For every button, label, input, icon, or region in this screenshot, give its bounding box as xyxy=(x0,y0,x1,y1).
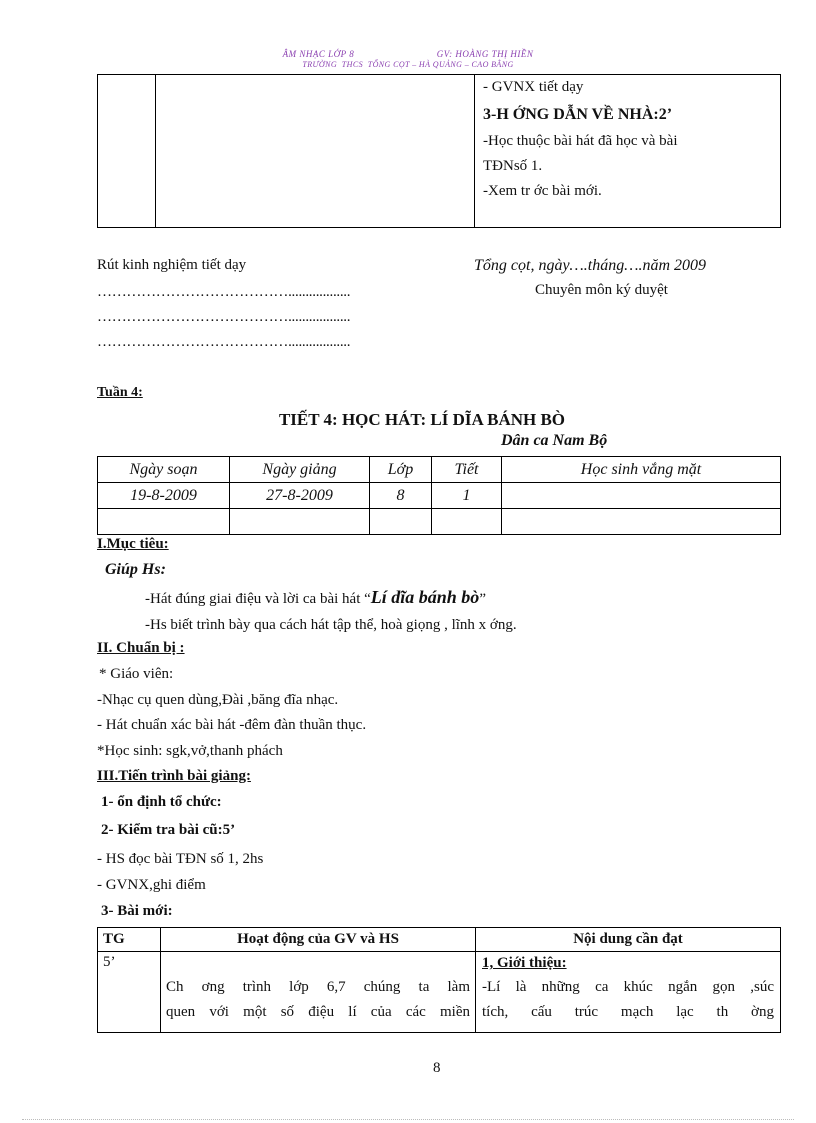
approval-label: Chuyên môn ký duyệt xyxy=(535,282,668,298)
dotted-line: ………………………………….................. xyxy=(97,309,351,325)
dotted-line: ………………………………….................. xyxy=(97,334,351,350)
header-cell: Học sinh vắng mặt xyxy=(502,457,781,483)
date-line: Tổng cọt, ngày….tháng….năm 2009 xyxy=(474,257,706,274)
preparation-heading: II. Chuẩn bị : xyxy=(97,640,185,656)
content-cell xyxy=(475,75,781,228)
running-header-school: TRƯỜNG THCS TỔNG CỌT – HÀ QUẢNG – CAO BẰNG xyxy=(302,60,514,69)
time-cell xyxy=(98,75,156,228)
experience-label: Rút kinh nghiệm tiết dạy xyxy=(97,257,247,273)
period-cell: 1 xyxy=(432,483,502,509)
activity-line: quen với một số điệu lí của các miền xyxy=(166,1004,470,1020)
content-line: -Lí là những ca khúc ngắn gọn ,súc xyxy=(482,979,774,995)
tg-header: TG xyxy=(98,928,161,952)
content-body xyxy=(476,952,781,1033)
step-1: 1- ổn định tổ chức: xyxy=(101,794,222,810)
prep-line: *Học sinh: sgk,vở,thanh phách xyxy=(97,743,283,759)
step-2-line: - HS đọc bài TĐN số 1, 2hs xyxy=(97,851,264,867)
header-cell: Ngày soạn xyxy=(98,457,230,483)
previous-lesson-table xyxy=(97,74,781,228)
content-line: -Xem tr ớc bài mới. xyxy=(483,183,602,199)
procedure-heading: III.Tiến trình bài giảng: xyxy=(97,768,251,784)
objectives-sub: Giúp Hs: xyxy=(105,561,166,578)
schedule-table xyxy=(97,456,781,535)
song-name: Lí dĩa bánh bò xyxy=(370,587,480,607)
step-2: 2- Kiểm tra bài cũ:5’ xyxy=(101,822,236,838)
date-prepared: 19-8-2009 xyxy=(98,483,230,509)
prep-line: -Nhạc cụ quen dùng,Đài ,băng đĩa nhạc. xyxy=(97,692,339,708)
objective-1 xyxy=(145,587,486,608)
activity-table xyxy=(97,927,781,1033)
empty-cell xyxy=(98,509,230,535)
objective-2: -Hs biết trình bày qua cách hát tập thể, hoà giọng , lĩnh x ớng. xyxy=(145,617,517,633)
activity-header: Hoạt động của GV và HS xyxy=(161,928,476,952)
content-line: tích, cấu trúc mạch lạc th ờng xyxy=(482,1004,774,1020)
date-taught: 27-8-2009 xyxy=(230,483,370,509)
prep-line: * Giáo viên: xyxy=(99,666,174,682)
content-line: -Học thuộc bài hát đã học và bài xyxy=(483,133,678,149)
empty-cell xyxy=(502,509,781,535)
homework-heading: 3-H ỚNG DẪN VỀ NHÀ:2’ xyxy=(483,106,673,123)
page-number: 8 xyxy=(433,1060,441,1076)
step-2-line: - GVNX,ghi điểm xyxy=(97,877,206,893)
activity-body xyxy=(161,952,476,1033)
class-cell: 8 xyxy=(370,483,432,509)
dotted-line: ………………………………….................. xyxy=(97,284,351,300)
running-header-title: ÂM NHẠC LỚP 8 GV: HOÀNG THỊ HIỀN xyxy=(282,49,534,59)
empty-cell xyxy=(230,509,370,535)
week-label: Tuần 4: xyxy=(97,385,143,400)
content-line: - GVNX tiết dạy xyxy=(483,79,584,95)
activity-line: Ch ơng trình lớp 6,7 chúng ta làm xyxy=(166,979,470,995)
song-origin: Dân ca Nam Bộ xyxy=(501,432,608,449)
content-line: TĐNsố 1. xyxy=(483,158,543,174)
objective-1-text: -Hát đúng giai điệu và lời ca bài hát “ xyxy=(145,591,371,607)
step-3: 3- Bài mới: xyxy=(101,903,173,919)
page-divider xyxy=(22,1119,794,1120)
objectives-heading: I.Mục tiêu: xyxy=(97,536,169,552)
objective-1-close: ” xyxy=(479,591,486,607)
intro-heading: 1, Giới thiệu: xyxy=(482,955,567,971)
header-cell: Lớp xyxy=(370,457,432,483)
absent-cell xyxy=(502,483,781,509)
header-cell: Tiết xyxy=(432,457,502,483)
empty-cell xyxy=(432,509,502,535)
activity-cell xyxy=(156,75,475,228)
empty-cell xyxy=(370,509,432,535)
content-header: Nội dung cần đạt xyxy=(476,928,781,952)
header-cell: Ngày giảng xyxy=(230,457,370,483)
lesson-title: TIẾT 4: HỌC HÁT: LÍ DĨA BÁNH BÒ xyxy=(278,410,566,429)
prep-line: - Hát chuẩn xác bài hát -đêm đàn thuần thục. xyxy=(97,717,367,733)
time-value: 5’ xyxy=(98,952,161,1033)
